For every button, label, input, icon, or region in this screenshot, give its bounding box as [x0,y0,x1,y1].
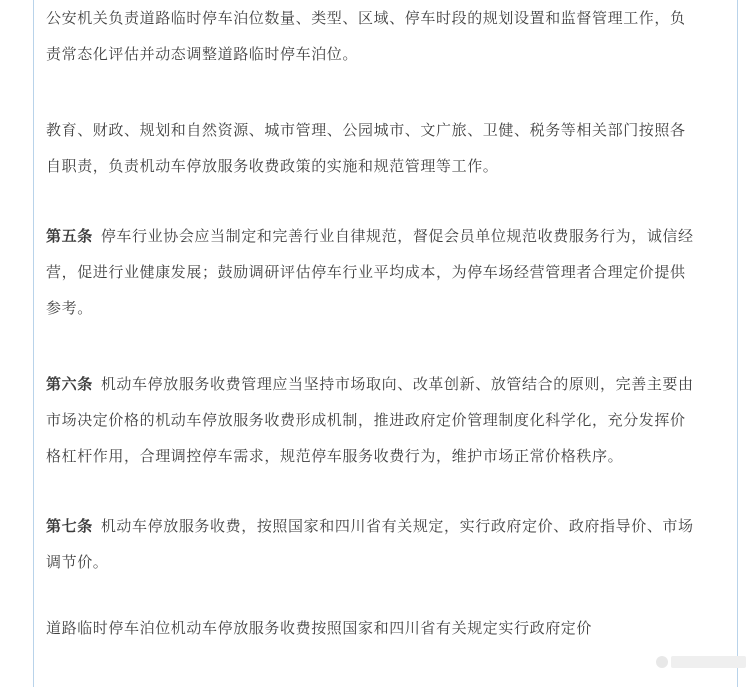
paragraph-text: 公安机关负责道路临时停车泊位数量、类型、区域、停车时段的规划设置和监督管理工作，负责常态化评估并动态调整道路临时停车泊位。 [46,9,686,63]
paragraph-department-duties [46,112,700,184]
paragraph-article-5 [46,218,700,326]
left-border-line [33,0,34,687]
paragraph-article-6 [46,366,700,474]
watermark [656,648,746,676]
article-number: 第七条 [46,517,93,535]
right-border-line [737,0,738,687]
paragraph-text: 停车行业协会应当制定和完善行业自律规范，督促会员单位规范收费服务行为，诚信经营，促进行业健康发展；鼓励调研评估停车行业平均成本，为停车场经营管理者合理定价提供参考。 [46,227,694,317]
article-number: 第五条 [46,227,93,245]
article-number: 第六条 [46,375,93,393]
paragraph-text: 机动车停放服务收费，按照国家和四川省有关规定，实行政府定价、政府指导价、市场调节价。 [46,517,694,571]
paragraph-text: 机动车停放服务收费管理应当坚持市场取向、改革创新、放管结合的原则，完善主要由市场决定价格的机动车停放服务收费形成机制，推进政府定价管理制度化科学化，充分发挥价格杠杆作用，合理调控停车需求，规范停车服务收费行为，维护市场正常价格秩序。 [46,375,694,465]
paragraph-police-duties [46,0,700,72]
paragraph-text: 教育、财政、规划和自然资源、城市管理、公园城市、文广旅、卫健、税务等相关部门按照各自职责，负责机动车停放服务收费政策的实施和规范管理等工作。 [46,121,686,175]
paragraph-text: 道路临时停车泊位机动车停放服务收费按照国家和四川省有关规定实行政府定价 [46,619,593,637]
watermark-mark [671,656,746,668]
paragraph-article-7 [46,508,700,580]
paragraph-road-parking-fee [46,610,700,646]
watermark-logo-icon [656,656,668,668]
article-body [46,0,700,646]
